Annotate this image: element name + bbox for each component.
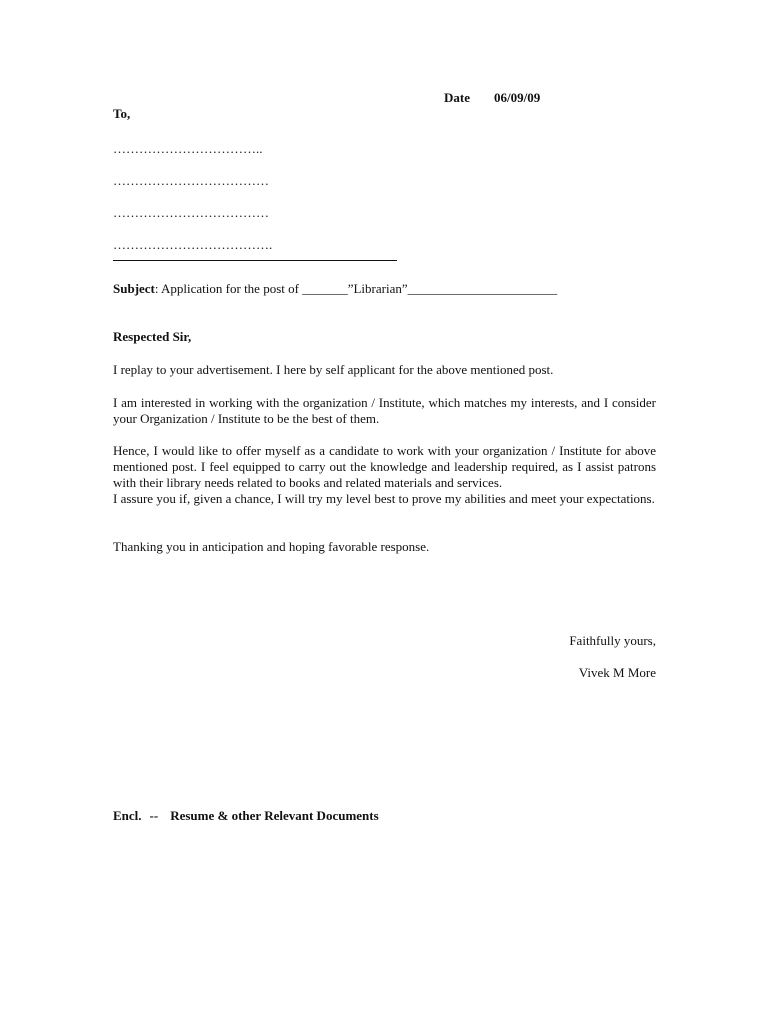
enclosure-line: [113, 808, 379, 824]
recipient-address-line-4: ……………………………….: [113, 237, 273, 252]
subject-label: Subject: [113, 281, 155, 296]
valediction: Faithfully yours,: [569, 633, 656, 648]
body-paragraph-3: Hence, I would like to offer myself as a candidate to work with your organization / Institute for above mentioned post. I feel equipped to carry out the knowledge and leadership required, as I assist patrons with their library needs related to books and related materials and services.: [113, 443, 656, 490]
enclosure-label: Encl.: [113, 808, 142, 823]
body-paragraph-1: I replay to your advertisement. I here by self applicant for the above mentioned post.: [113, 362, 554, 377]
subject-blank-prefix: _______: [302, 281, 348, 296]
recipient-address-line-1: ……………………………..: [113, 141, 263, 156]
address-divider-rule: [113, 260, 397, 261]
recipient-to-label: To,: [113, 106, 131, 121]
body-paragraph-5: Thanking you in anticipation and hoping favorable response.: [113, 539, 430, 554]
body-paragraph-4: I assure you if, given a chance, I will try my level best to prove my abilities and meet your expectations.: [113, 491, 655, 506]
recipient-address-line-2: ………………………………: [113, 173, 269, 188]
subject-post-title: ”Librarian”: [347, 281, 408, 296]
signature-name: Vivek M More: [578, 665, 656, 680]
enclosure-text: Resume & other Relevant Documents: [170, 808, 379, 823]
salutation: Respected Sir,: [113, 329, 192, 344]
date-label: Date: [444, 90, 470, 105]
recipient-address-line-3: ………………………………: [113, 205, 269, 220]
subject-blank-suffix: _______________________: [407, 281, 558, 296]
enclosure-separator: --: [149, 808, 159, 823]
subject-line: [113, 281, 557, 297]
date-value: 06/09/09: [494, 90, 541, 105]
subject-text: : Application for the post of: [154, 281, 303, 296]
date-line: [444, 90, 540, 106]
body-paragraph-2: I am interested in working with the organization / Institute, which matches my interests, and I consider your Organization / Institute to be the best of them.: [113, 395, 656, 426]
